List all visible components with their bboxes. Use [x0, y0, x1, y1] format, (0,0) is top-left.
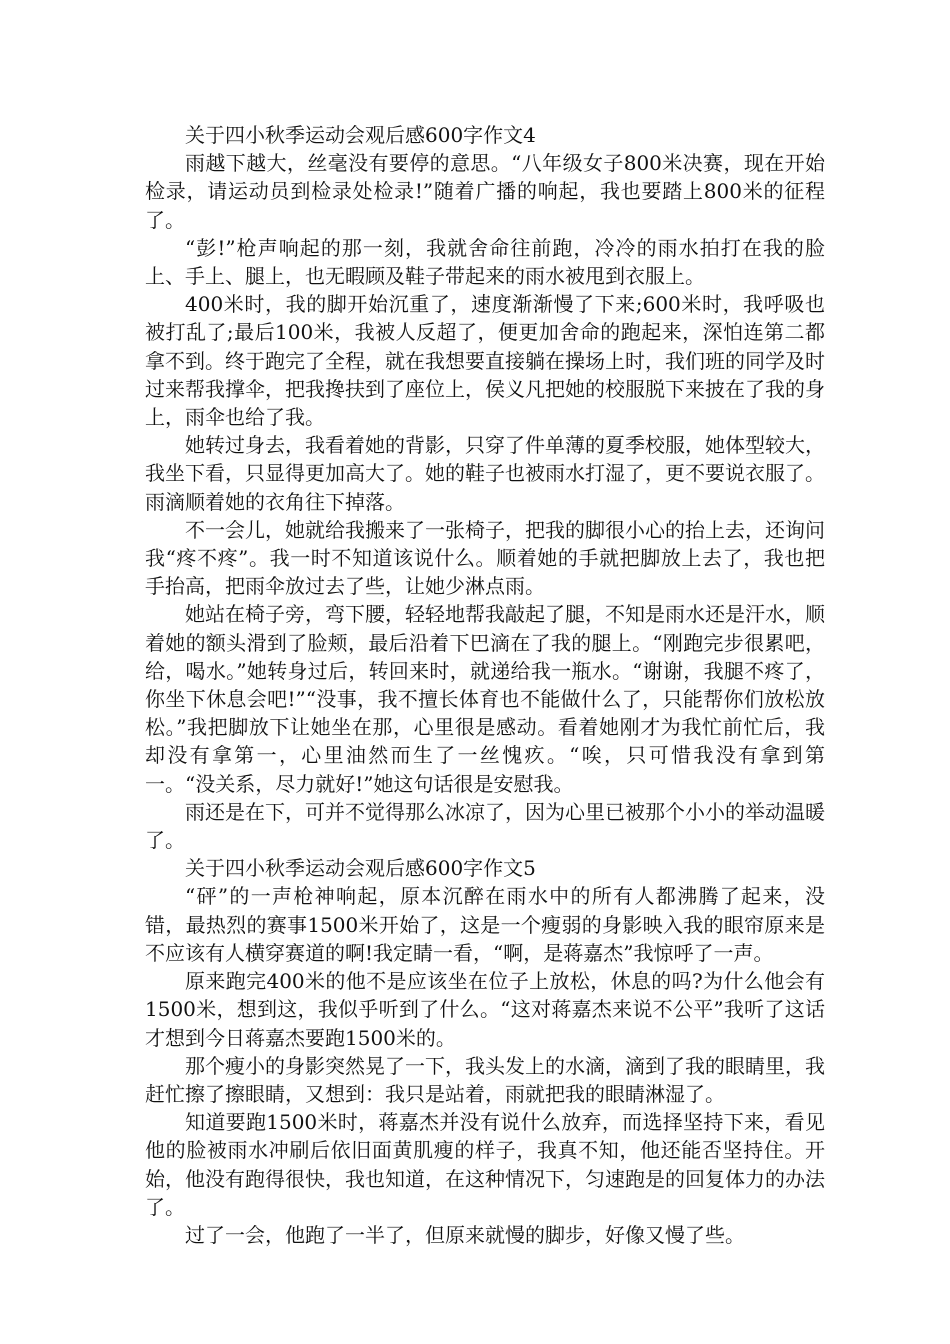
paragraph: 她转过身去，我看着她的背影，只穿了件单薄的夏季校服，她体型较大，我坐下看，只显得更加高大了。她的鞋子也被雨水打湿了，更不要说衣服了。雨滴顺着她的衣角往下掉落。	[145, 433, 825, 514]
paragraph: 知道要跑1500米时，蒋嘉杰并没有说什么放弃，而选择坚持下来，看见他的脸被雨水冲刷后依旧面黄肌瘦的样子，我真不知，他还能否坚持住。开始，他没有跑得很快，我也知道，在这种情况下，匀速跑是的回复体力的办法了。	[145, 1110, 825, 1219]
document-body	[145, 121, 825, 1249]
paragraph: 她站在椅子旁，弯下腰，轻轻地帮我敲起了腿，不知是雨水还是汗水，顺着她的额头滑到了脸颊，最后沿着下巴滴在了我的腿上。“刚跑完步很累吧，给，喝水。”她转身过后，转回来时，就递给我一瓶水。“谢谢，我腿不疼了，你坐下休息会吧!”“没事，我不擅长体育也不能做什么了，只能帮你们放松放松。”我把脚放下让她坐在那，心里很是感动。看着她刚才为我忙前忙后，我却没有拿第一，心里油然而生了一丝愧疚。“唉，只可惜我没有拿到第一。“没关系，尽力就好!”她这句话很是安慰我。	[145, 602, 825, 796]
paragraph: “砰”的一声枪神响起，原本沉醉在雨水中的所有人都沸腾了起来，没错，最热烈的赛事1500米开始了，这是一个瘦弱的身影映入我的眼帘原来是不应该有人横穿赛道的啊!我定睛一看，“啊，是蒋嘉杰”我惊呼了一声。	[145, 884, 825, 965]
paragraph: 不一会儿，她就给我搬来了一张椅子，把我的脚很小心的抬上去，还询问我“疼不疼”。我一时不知道该说什么。顺着她的手就把脚放上去了，我也把手抬高，把雨伞放过去了些，让她少淋点雨。	[145, 517, 825, 599]
essay-title-5: 关于四小秋季运动会观后感600字作文5	[185, 856, 536, 881]
paragraph: 原来跑完400米的他不是应该坐在位子上放松，休息的吗?为什么他会有1500米，想到这，我似乎听到了什么。“这对蒋嘉杰来说不公平”我听了这话才想到今日蒋嘉杰要跑1500米的。	[145, 969, 825, 1050]
paragraph: “彭!”枪声响起的那一刻，我就舍命往前跑，冷冷的雨水拍打在我的脸上、手上、腿上，也无暇顾及鞋子带起来的雨水被甩到衣服上。	[145, 235, 825, 289]
paragraph: 那个瘦小的身影突然晃了一下，我头发上的水滴，滴到了我的眼睛里，我赶忙擦了擦眼睛，又想到：我只是站着，雨就把我的眼睛淋湿了。	[145, 1053, 825, 1106]
paragraph: 过了一会，他跑了一半了，但原来就慢的脚步，好像又慢了些。	[185, 1222, 745, 1247]
paragraph: 400米时，我的脚开始沉重了，速度渐渐慢了下来;600米时，我呼吸也被打乱了;最后100米，我被人反超了，便更加舍命的跑起来，深怕连第二都拿不到。终于跑完了全程，就在我想要直接躺在操场上时，我们班的同学及时过来帮我撑伞，把我搀扶到了座位上，侯义凡把她的校服脱下来披在了我的身上，雨伞也给了我。	[145, 292, 825, 430]
paragraph: 雨越下越大，丝毫没有要停的意思。“八年级女子800米决赛，现在开始检录，请运动员到检录处检录!”随着广播的响起，我也要踏上800米的征程了。	[145, 151, 825, 232]
essay-title-4: 关于四小秋季运动会观后感600字作文4	[185, 123, 536, 147]
paragraph: 雨还是在下，可并不觉得那么冰凉了，因为心里已被那个小小的举动温暖了。	[145, 799, 825, 853]
